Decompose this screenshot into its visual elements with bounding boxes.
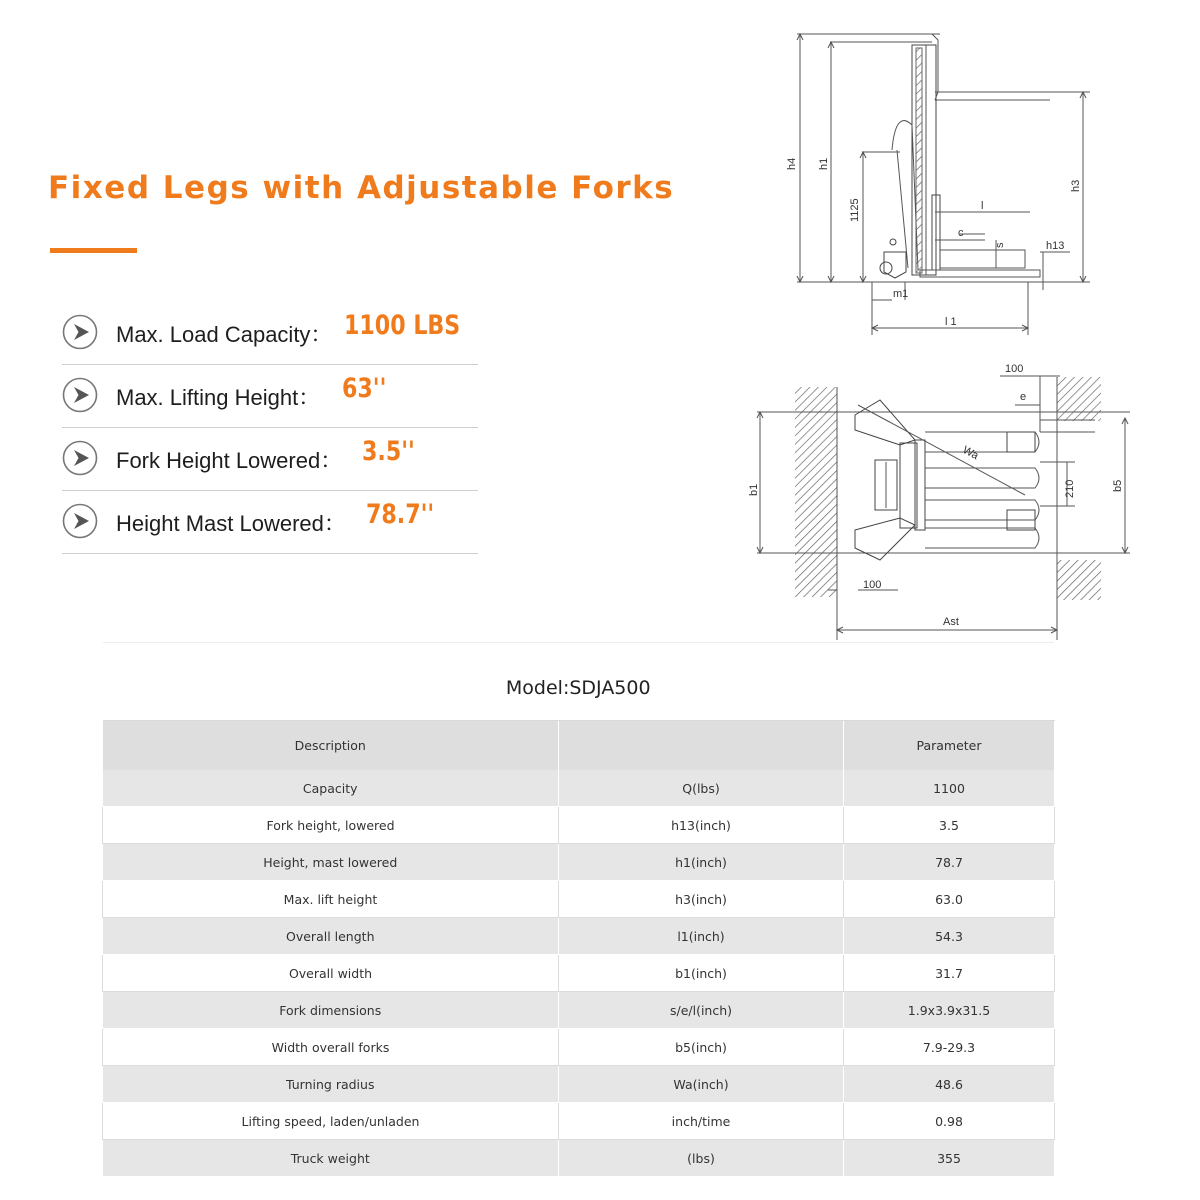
description-cell: Capacity	[103, 770, 559, 807]
dim-label-h4: h4	[786, 157, 798, 170]
table-row	[103, 955, 1055, 992]
table-row	[103, 992, 1055, 1029]
highlight-label: Max. Load Capacity：	[116, 322, 333, 347]
parameter-cell: 48.6	[844, 1066, 1055, 1103]
highlight-value: 1100 LBS	[344, 310, 461, 341]
parameter-cell: 63.0	[844, 881, 1055, 918]
parameter-cell: 7.9-29.3	[844, 1029, 1055, 1066]
dim-label-1125: 1125	[849, 198, 861, 222]
table-row	[103, 918, 1055, 955]
parameter-cell: 355	[844, 1140, 1055, 1177]
dim-label-ast: Ast	[943, 616, 959, 628]
description-cell: Max. lift height	[103, 881, 559, 918]
parameter-cell: 1100	[844, 770, 1055, 807]
highlight-value: 78.7''	[366, 499, 435, 530]
column-header: Description	[103, 721, 559, 771]
dim-label-l1: l 1	[945, 316, 957, 328]
column-header: Parameter	[844, 721, 1055, 771]
dim-label-s: s	[994, 242, 1006, 248]
description-cell: Turning radius	[103, 1066, 559, 1103]
spec-table	[102, 642, 1055, 1177]
dim-label-b5: b5	[1112, 479, 1124, 492]
table-title: Model:SDJA500	[103, 643, 1055, 721]
parameter-cell: 1.9x3.9x31.5	[844, 992, 1055, 1029]
description-cell: Fork height, lowered	[103, 807, 559, 844]
table-row	[103, 1103, 1055, 1140]
symbol-cell: Wa(inch)	[559, 1066, 844, 1103]
description-cell: Overall length	[103, 918, 559, 955]
table-row	[103, 881, 1055, 918]
parameter-cell: 54.3	[844, 918, 1055, 955]
symbol-cell: s/e/l(inch)	[559, 992, 844, 1029]
description-cell: Width overall forks	[103, 1029, 559, 1066]
highlight-label: Height Mast Lowered：	[116, 511, 346, 536]
table-row	[103, 1029, 1055, 1066]
table-row	[103, 1140, 1055, 1177]
highlight-label: Max. Lifting Height：	[116, 385, 321, 410]
symbol-cell: inch/time	[559, 1103, 844, 1140]
symbol-cell: b1(inch)	[559, 955, 844, 992]
parameter-cell: 3.5	[844, 807, 1055, 844]
table-row	[103, 1066, 1055, 1103]
table-header-row	[103, 721, 1055, 771]
column-header	[559, 721, 844, 771]
highlight-label: Fork Height Lowered：	[116, 448, 343, 473]
parameter-cell: 31.7	[844, 955, 1055, 992]
dim-label-c: c	[958, 227, 964, 239]
symbol-cell: (lbs)	[559, 1140, 844, 1177]
parameter-cell: 78.7	[844, 844, 1055, 881]
dim-label-h1: h1	[818, 157, 830, 170]
dim-label-210: 210	[1064, 479, 1076, 498]
symbol-cell: Q(lbs)	[559, 770, 844, 807]
dim-label-h13: h13	[1046, 240, 1065, 252]
dim-label-l: l	[981, 200, 984, 212]
table-row	[103, 770, 1055, 807]
highlight-value: 3.5''	[362, 436, 415, 467]
symbol-cell: h3(inch)	[559, 881, 844, 918]
dim-label-wa: Wa	[960, 444, 981, 463]
symbol-cell: b5(inch)	[559, 1029, 844, 1066]
symbol-cell: h13(inch)	[559, 807, 844, 844]
table-row	[103, 844, 1055, 881]
dim-label-100-top: 100	[1005, 363, 1024, 375]
symbol-cell: h1(inch)	[559, 844, 844, 881]
description-cell: Truck weight	[103, 1140, 559, 1177]
table-row	[103, 807, 1055, 844]
dim-label-h3: h3	[1070, 179, 1082, 192]
page-headline: Fixed Legs with Adjustable Forks	[48, 170, 675, 206]
top-view-drawing	[748, 363, 1130, 640]
dim-label-m1: m1	[893, 288, 909, 300]
side-view-drawing	[786, 34, 1090, 335]
description-cell: Fork dimensions	[103, 992, 559, 1029]
parameter-cell: 0.98	[844, 1103, 1055, 1140]
description-cell: Overall width	[103, 955, 559, 992]
description-cell: Height, mast lowered	[103, 844, 559, 881]
dim-label-100-bottom: 100	[863, 579, 882, 591]
description-cell: Lifting speed, laden/unladen	[103, 1103, 559, 1140]
highlight-value: 63''	[342, 373, 387, 404]
symbol-cell: l1(inch)	[559, 918, 844, 955]
dim-label-e: e	[1020, 391, 1027, 403]
dim-label-b1: b1	[748, 483, 760, 496]
